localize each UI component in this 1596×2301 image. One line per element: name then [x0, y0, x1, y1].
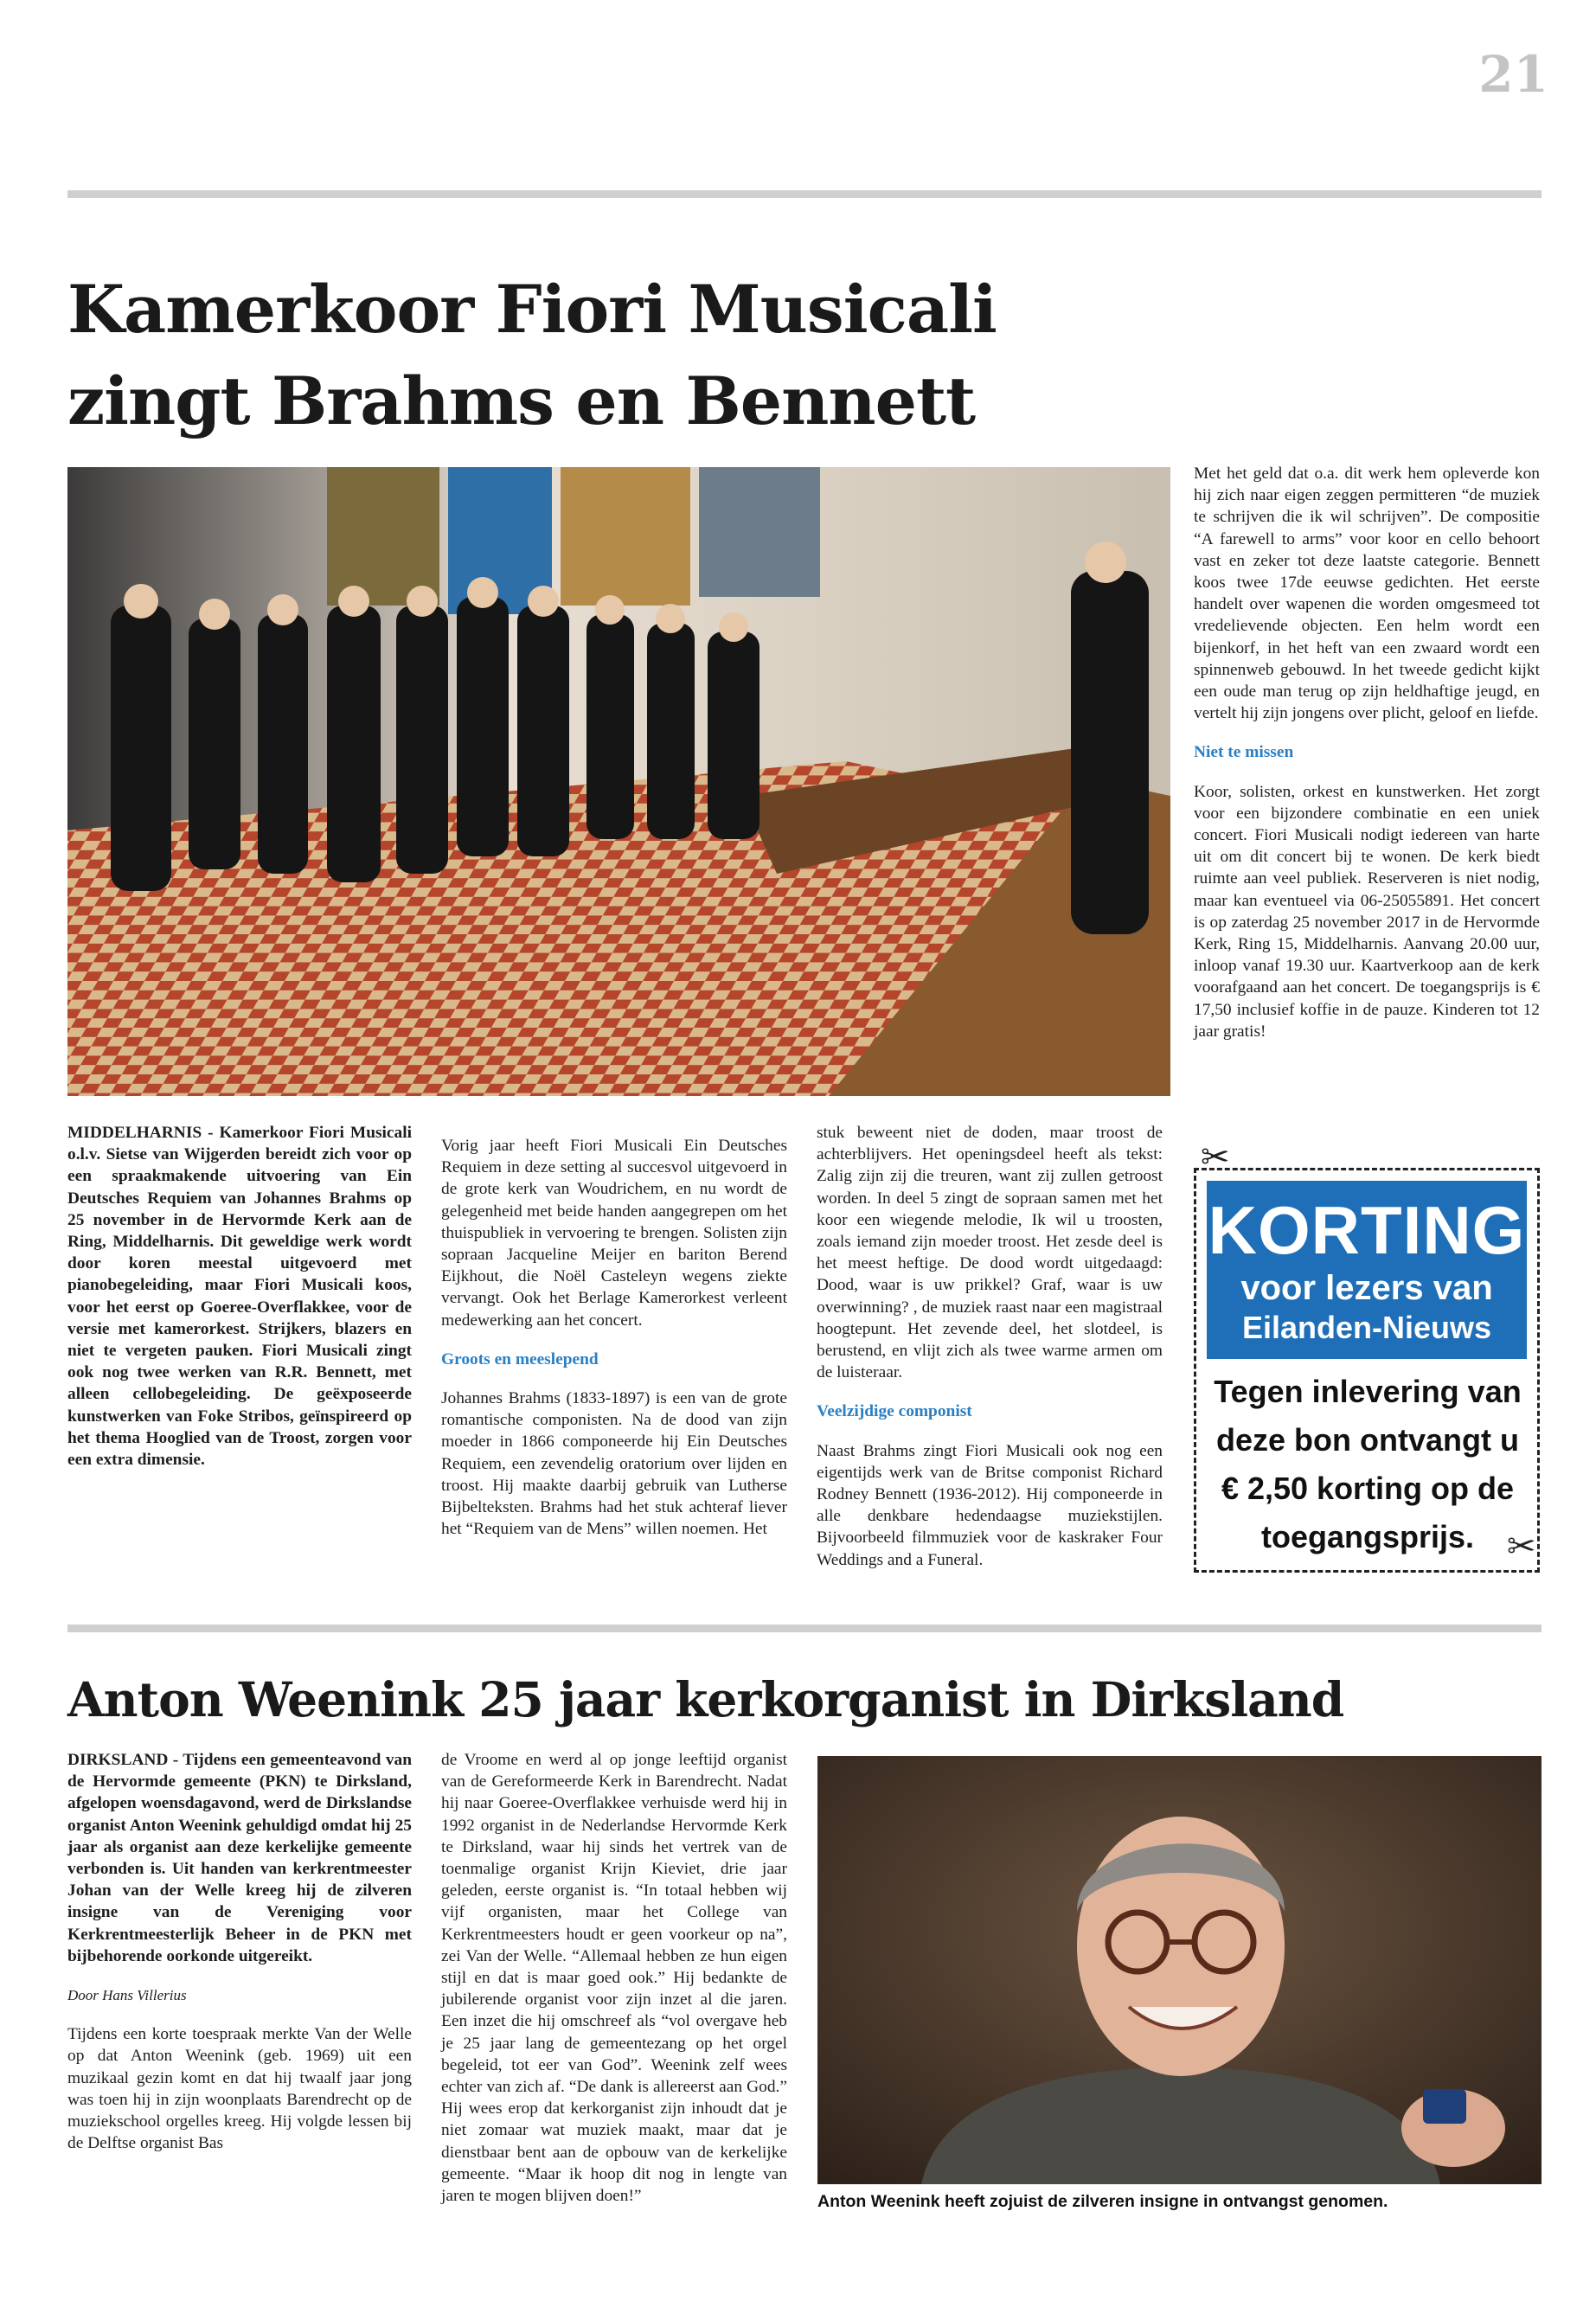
article2-column1	[67, 1749, 412, 2171]
article1-column3	[817, 1122, 1163, 1588]
organist-photo-illustration	[817, 1756, 1542, 2184]
article1-subheading-niet-te-missen: Niet te missen	[1194, 743, 1294, 762]
coupon-banner	[1207, 1181, 1527, 1359]
page-number: 21	[1478, 45, 1548, 104]
middle-divider	[67, 1625, 1542, 1632]
article2-title: Anton Weenink 25 jaar kerkorganist in Dirksland	[67, 1671, 1344, 1727]
article1-title-line1: Kamerkoor Fiori Musicali	[67, 271, 997, 348]
article1-col2-paragraph1: Vorig jaar heeft Fiori Musicali Ein Deutsches Requiem in deze setting al succesvol uitgevoerd in de grote kerk van Woudrichem, en nu wordt de gelegenheid met beide handen aangegrepen om het thuispubliek in vervoering te brengen. Solisten zijn sopraan Jacqueline Meijer en bariton Berend Eijkhout, die Noël Casteleyn wegens ziekte vervangt. Ook het Berlage Kamerorkest verleent medewerking aan het concert.	[441, 1137, 787, 1330]
article1-title	[67, 264, 1062, 447]
article1-column2	[441, 1135, 787, 1557]
article1-col3-paragraph1: stuk beweent niet de doden, maar troost de achterblijvers. Het openingsdeel heeft als tekst: Zalig zijn zij die treuren, want zij zullen getroost worden. In deel 5 zingt de sopraan samen met het koor een wiegende melodie, Ik wil u troosten, zoals iemand zijn moeder troost. Het zesde deel is het meest heftige. De dood wordt uitgedaagd: Dood, waar is uw prikkel? Graf, waar is uw overwinning? , de muziek raast naar een magistraal hoogtepunt. Het zevende deel, het slotdeel, is berustend, en vlijt zich als twee warme armen om de luisteraar.	[817, 1124, 1163, 1382]
article1-col3-paragraph2: Naast Brahms zingt Fiori Musicali ook nog een eigentijds werk van de Britse componist Richard Rodney Bennett (1936-2012). Hij componeerde in alle denkbare hedendaagse muziekstijlen. Bijvoorbeeld filmmuziek voor de kaskraker Four Weddings and a Funeral.	[817, 1441, 1163, 1569]
article2-column2	[441, 1749, 787, 2224]
article2-col2-paragraph1: de Vroome en werd al op jonge leeftijd organist van de Gereformeerde Kerk in Barendrecht. Nadat hij naar Goeree-Overflakkee verhuisde werd hij in 1992 organist in de Nederlandse Hervormde Kerk te Dirksland, waar hij sinds het vertrek van de toenmalige organist Krijn Kieviet, drie jaar geleden, eerste organist is. “In totaal hebben wij vijf organisten, maar het College van Kerkrentmeesters houdt er geen voorkeur op na”, zei Van der Welle. “Allemaal hebben ze hun eigen stijl en dat is maar goed ook.” Hij bedankte de jubilerende organist voor zijn inzet al die jaren. Een inzet die hij omschreef als “vol overgave heb je 25 jaar lang de gemeentezang op het orgel begeleid, tot eer van God”. Weenink zelf wees echter van zich af. “De dank is allereerst aan God.” Hij wees erop dat kerkorganist zijn inhoudt dat je niet zomaar wat muziek maakt, maar dat je dienstbaar bent aan de opbouw van de kerkelijke gemeente. “Maar ik hoop dit nog in lengte van jaren te mogen blijven doen!”	[441, 1751, 787, 2206]
article1-lead: MIDDELHARNIS - Kamerkoor Fiori Musicali o.l.v. Sietse van Wijgerden bereidt zich voor op een spraakmakende uitvoering van Ein Deutsches Requiem van Johannes Brahms op 25 november in de Hervormde Kerk aan de Ring, Middelharnis. Dit geweldige werk wordt door koren meestal uitgevoerd met pianobegeleiding, maar Fiori Musicali koos, voor het eerst op Goeree-Overflakkee, voor de versie met kamerorkest. Strijkers, blazers en niet te vergeten pauken. Fiori Musicali zingt ook nog twee werken van R.R. Bennett, met alleen cellobegeleiding. De geëxposeerde kunstwerken van Foke Stribos, geïnspireerd op het thema Hooglied van de Troost, zorgen voor een extra dimensie.	[67, 1124, 412, 1470]
coupon-voor-lezers: voor lezers van	[1240, 1269, 1493, 1307]
choir-photo-illustration	[67, 467, 1170, 1096]
discount-coupon	[1194, 1168, 1540, 1573]
choir-photo	[67, 467, 1170, 1096]
article2-col1-paragraph1: Tijdens een korte toespraak merkte Van der Welle op dat Anton Weenink (geb. 1969) uit een muzikaal gezin komt en dat hij twaalf jaar jong was toen hij in zijn woonplaats Barendrecht op de muziekschool orgelles kreeg. Hij volgde lessen bij de Delftse organist Bas	[67, 2025, 412, 2153]
article2-byline: Door Hans Villerius	[67, 1987, 187, 2004]
organist-photo-caption: Anton Weenink heeft zojuist de zilveren insigne in ontvangst genomen.	[817, 2192, 1388, 2211]
coupon-text: Tegen inlevering van deze bon ontvangt u € 2,50 korting op de toegangsprijs.	[1214, 1374, 1522, 1554]
scissors-icon: ✂	[1201, 1138, 1230, 1177]
top-divider	[67, 190, 1542, 198]
article1-title-line2: zingt Brahms en Bennett	[67, 362, 976, 439]
coupon-eilanden-nieuws: Eilanden-Nieuws	[1241, 1310, 1492, 1345]
article1-side-paragraph2: Koor, solisten, orkest en kunstwerken. Het zorgt voor een bijzondere combinatie en een uniek concert. Fiori Musicali nodigt iedereen van harte uit om dit concert bij te wonen. De kerk biedt ruimte aan veel publiek. Reserveren is niet nodig, maar kan eventueel via 06-25055891. Het concert is op zaterdag 25 november 2017 in de Hervormde Kerk, Ring 15, Middelharnis. Aanvang 20.00 uur, inloop vanaf 19.30 uur. Kaartverkoop aan de kerk voorafgaand aan het concert. De toegangsprijs is € 17,50 inclusief koffie in de pauze. Kinderen tot 12 jaar gratis!	[1194, 782, 1540, 1041]
organist-photo	[817, 1756, 1542, 2184]
article1-subheading-groots: Groots en meeslepend	[441, 1349, 599, 1368]
article1-side-column	[1194, 463, 1540, 1060]
article1-col2-paragraph2: Johannes Brahms (1833-1897) is een van de grote romantische componisten. Na de dood van zijn moeder in 1866 componeerde hij Ein Deutsches Requiem, een zevendelig oratorium over lijden en troost. Hij maakte daarbij gebruik van Lutherse Bijbelteksten. Brahms had het stuk achteraf liever het “Requiem van de Mens” willen noemen. Het	[441, 1389, 787, 1539]
article1-subheading-veelzijdig: Veelzijdige componist	[817, 1402, 972, 1421]
scissors-icon-bottom: ✂	[1507, 1527, 1536, 1567]
article1-side-paragraph1: Met het geld dat o.a. dit werk hem opleverde kon hij zich naar eigen zeggen permitteren “de muziek te schrijven die ik wil schrijven”. De compositie “A farewell to arms” voor koor en cello behoort vast en zeker tot deze laatste categorie. Bennett koos twee 17de eeuwse gedichten. Het eerste handelt over wapenen die worden omgesmeed tot vredelievende objecten. Een helm wordt een bijenkorf, in het heft van een zwaard wordt een spinnenweb gebouwd. In het tweede gedicht kijkt een oude man terug op zijn heldhaftige jeugd, en vertelt hij zijn jongens over plicht, geloof en liefde.	[1194, 465, 1540, 723]
article2-lead: DIRKSLAND - Tijdens een gemeenteavond van de Hervormde gemeente (PKN) te Dirksland, afgelopen woensdagavond, werd de Dirkslandse organist Anton Weenink gehuldigd omdat hij 25 jaar als organist aan deze kerkelijke gemeente verbonden is. Uit handen van kerkrentmeester Johan van der Welle kreeg hij de zilveren insigne van de Vereniging voor Kerkrentmeesterlijk Beheer in de PKN met bijbehorende oorkonde uitgereikt.	[67, 1751, 412, 1965]
coupon-korting: KORTING	[1208, 1192, 1526, 1268]
